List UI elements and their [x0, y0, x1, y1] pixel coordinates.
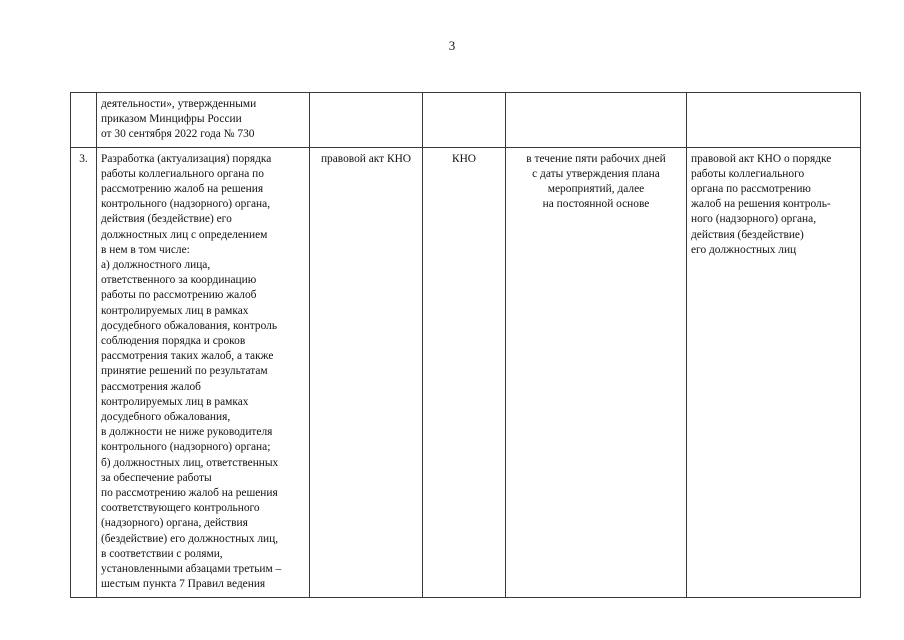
- text-line: деятельности», утвержденными: [101, 98, 257, 110]
- text-line: соответствующего контрольного: [101, 502, 260, 515]
- text-line: его должностных лиц: [691, 243, 797, 256]
- text-line: ответственного за координацию: [101, 274, 257, 287]
- text-line: ного (надзорного) органа,: [691, 213, 817, 226]
- page-number: 3: [448, 38, 456, 53]
- text-line: а) должностного лица,: [101, 259, 211, 272]
- text-line: с даты утверждения плана: [532, 167, 660, 180]
- text-line: контролируемых лиц в рамках: [101, 395, 249, 408]
- text-line: Разработка (актуализация) порядка: [101, 152, 272, 165]
- cell-empty: [687, 93, 861, 148]
- text-line: в должности не ниже руководителя: [101, 426, 273, 439]
- document-type: правовой акт КНО: [310, 147, 423, 597]
- text-line: (надзорного) органа, действия: [101, 517, 248, 530]
- cell-number-empty: [71, 93, 97, 148]
- text-line: работы коллегиального органа по: [101, 167, 264, 180]
- text-line: органа по рассмотрению: [691, 183, 811, 196]
- text-line: досудебного обжалования,: [101, 411, 231, 424]
- text-line: (бездействие) его должностных лиц,: [101, 532, 279, 545]
- cell-empty: [506, 93, 687, 148]
- row-number: 3.: [71, 147, 97, 597]
- cell-empty: [423, 93, 506, 148]
- text-line: шестым пункта 7 Правил ведения: [101, 578, 266, 591]
- cell-description-continued: [97, 93, 310, 148]
- text-line: контрольного (надзорного) органа,: [101, 198, 271, 211]
- text-line: в течение пяти рабочих дней: [526, 152, 666, 165]
- measures-table: [70, 92, 861, 598]
- result-text: [691, 152, 856, 258]
- cell-deadline: [506, 147, 687, 597]
- description-continued-text: [101, 97, 305, 143]
- text-line: на постоянной основе: [542, 198, 650, 211]
- text-line: правовой акт КНО о порядке: [691, 152, 832, 165]
- text-line: в соответствии с ролями,: [101, 547, 223, 560]
- text-line: принятие решений по результатам: [101, 365, 268, 378]
- cell-description: [97, 147, 310, 597]
- deadline-text: [510, 152, 682, 213]
- text-line: действия (бездействие): [691, 228, 804, 241]
- table-row-continued: [71, 93, 861, 148]
- text-line: действия (бездействие) его: [101, 213, 232, 226]
- text-line: по рассмотрению жалоб на решения: [101, 487, 278, 500]
- text-line: рассмотрения жалоб: [101, 380, 201, 393]
- text-line: жалоб на решения контроль-: [691, 198, 831, 211]
- text-line: от 30 сентября 2022 года № 730: [101, 128, 255, 141]
- text-line: соблюдения порядка и сроков: [101, 335, 246, 348]
- text-line: контрольного (надзорного) органа;: [101, 441, 271, 454]
- text-line: работы по рассмотрению жалоб: [101, 289, 257, 302]
- text-line: работы коллегиального: [691, 167, 805, 180]
- executor: КНО: [423, 147, 506, 597]
- text-line: приказом Минцифры России: [101, 113, 242, 126]
- table-row-3: [71, 147, 861, 597]
- description-text: [101, 152, 305, 593]
- text-line: контролируемых лиц в рамках: [101, 304, 249, 317]
- text-line: досудебного обжалования, контроль: [101, 319, 278, 332]
- text-line: установленными абзацами третьим –: [101, 563, 282, 576]
- text-line: мероприятий, далее: [547, 183, 645, 196]
- text-line: должностных лиц с определением: [101, 228, 268, 241]
- cell-result: [687, 147, 861, 597]
- text-line: б) должностных лиц, ответственных: [101, 456, 279, 469]
- text-line: рассмотрению жалоб на решения: [101, 183, 264, 196]
- text-line: в нем в том числе:: [101, 243, 190, 256]
- text-line: за обеспечение работы: [101, 471, 212, 484]
- cell-empty: [310, 93, 423, 148]
- text-line: рассмотрения таких жалоб, а также: [101, 350, 274, 363]
